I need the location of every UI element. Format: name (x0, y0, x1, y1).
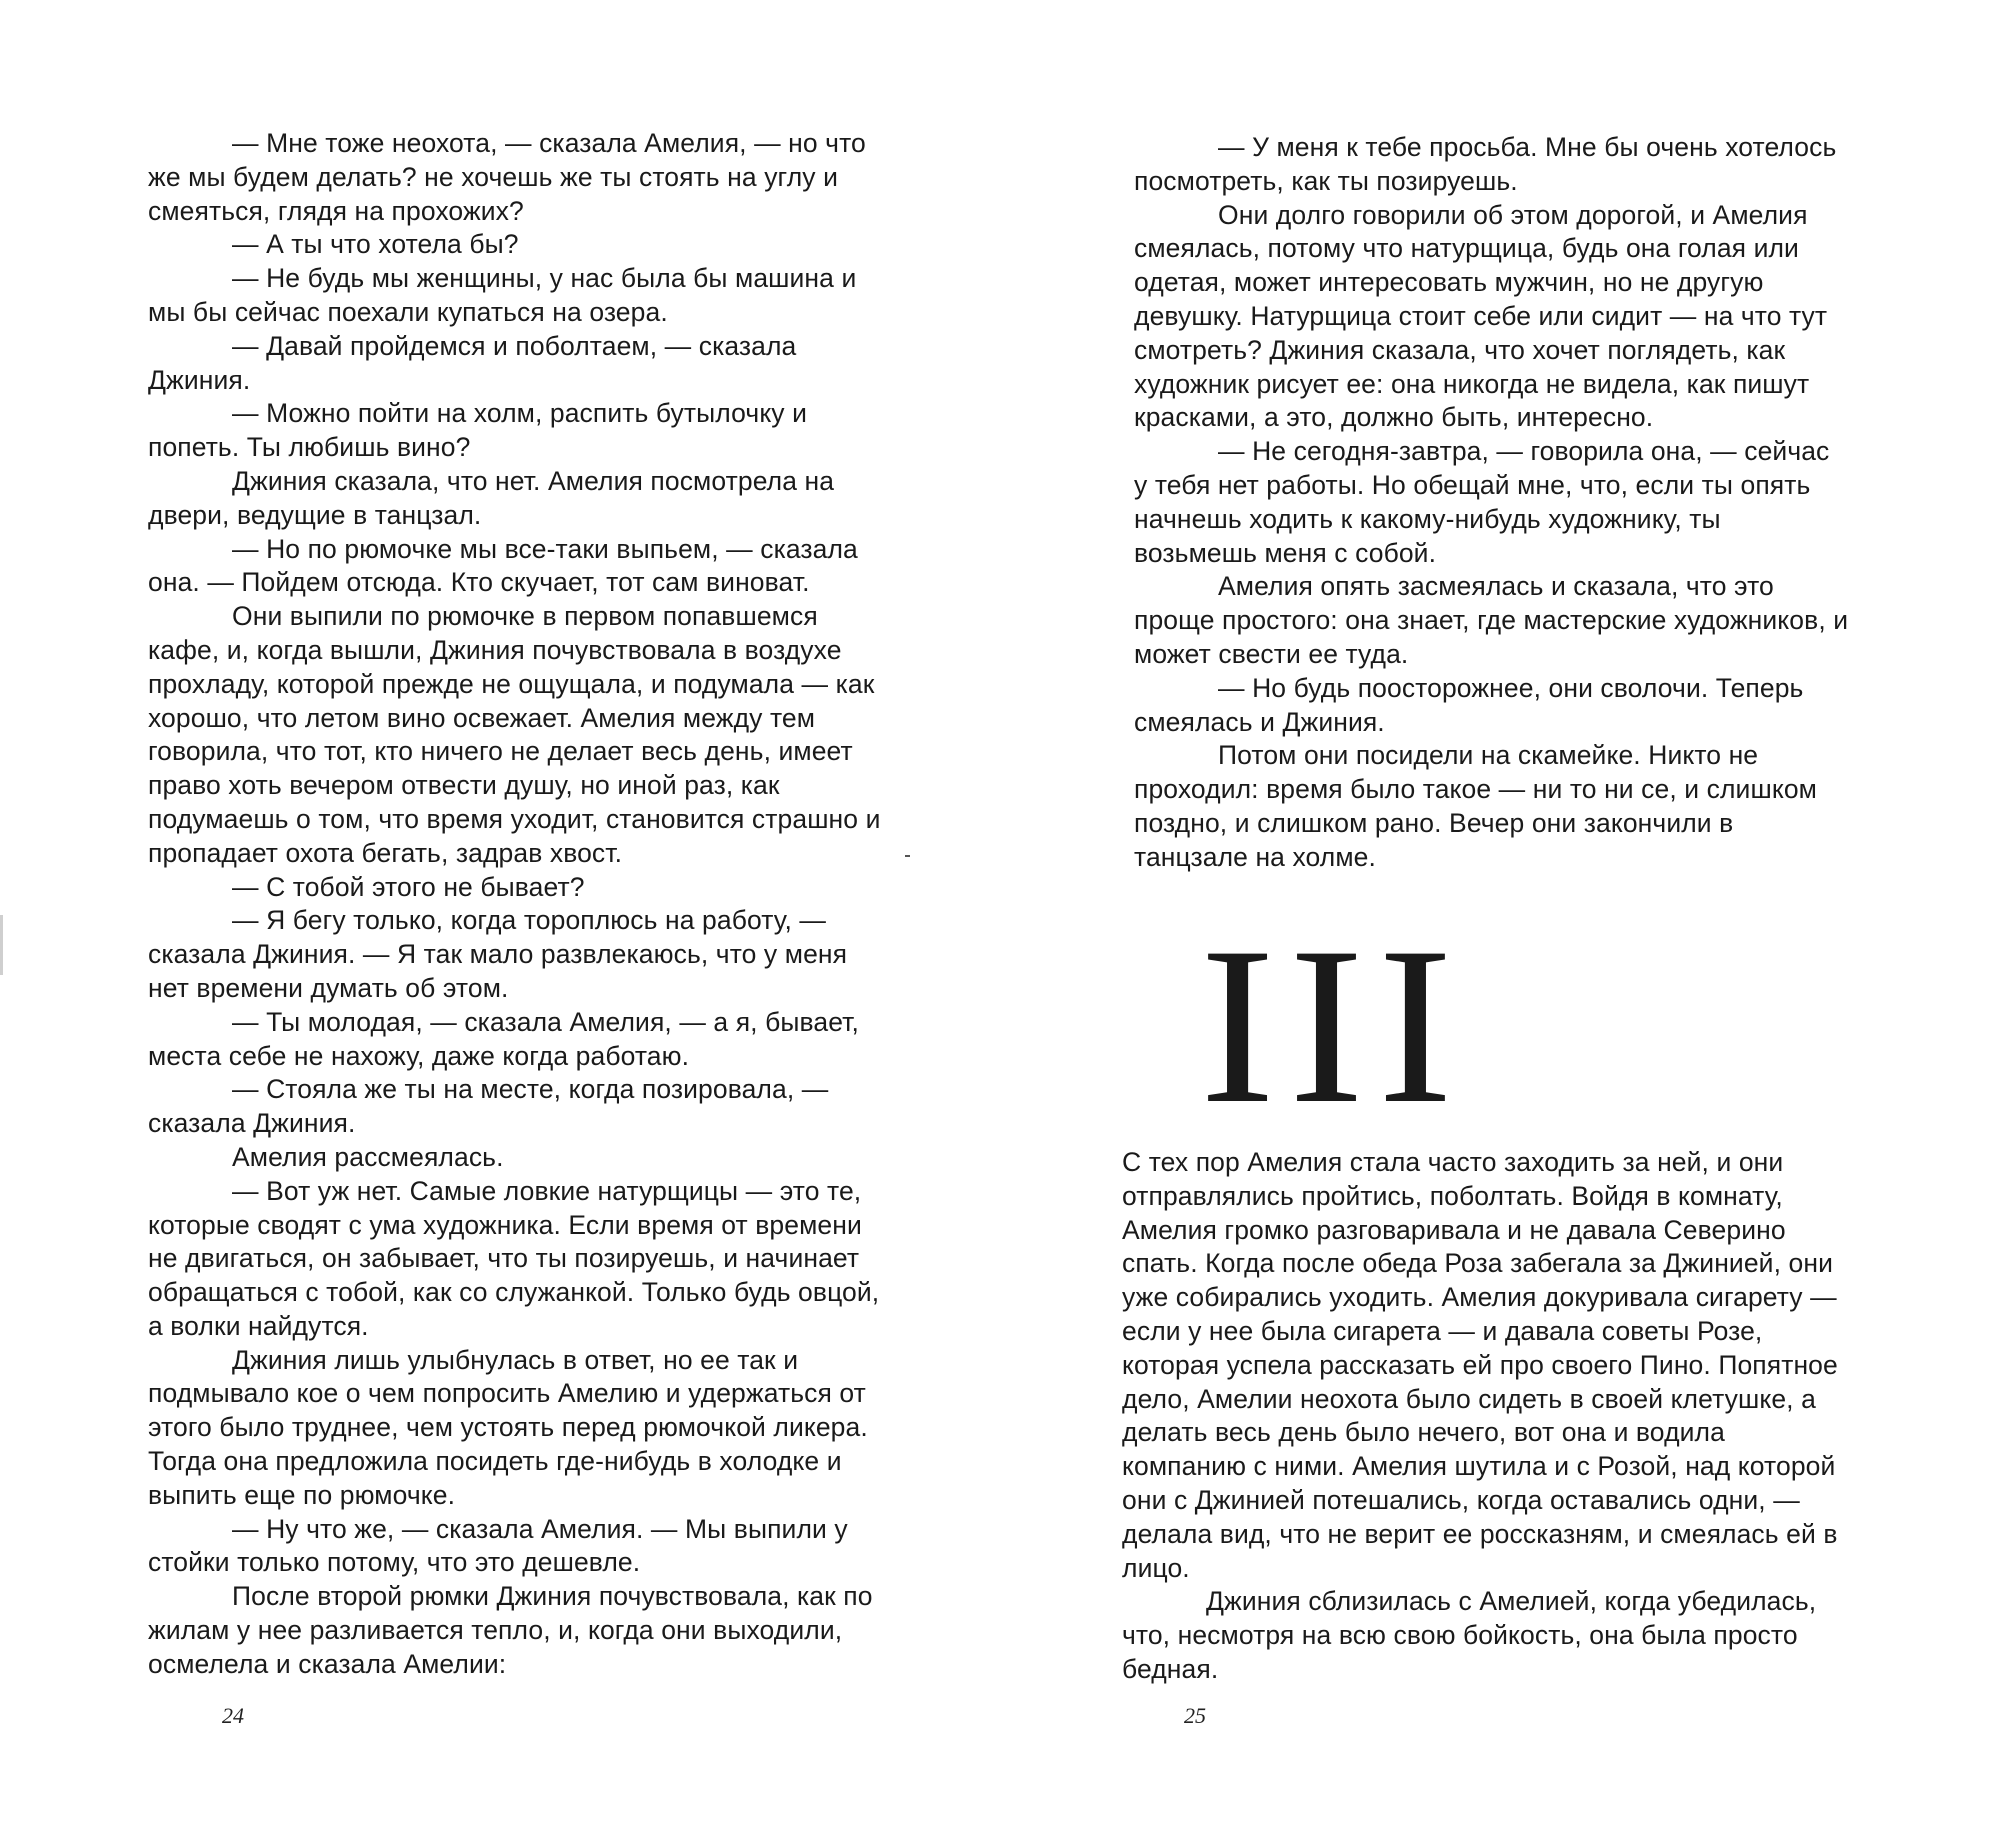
paragraph: — Я бегу только, когда тороплюсь на работу, — сказала Джиния. — Я так мало развлекаюсь, что у меня нет времени думать об этом. (148, 905, 848, 1003)
paragraph: — Мне тоже неохота, — сказала Амелия, — но что же мы будем делать? не хочешь же ты стоять на углу и смеяться, глядя на прохожих? (148, 128, 866, 226)
paragraph: Джиния сблизилась с Амелией, когда убедилась, что, несмотря на всю свою бойкость, она была просто бедная. (1122, 1586, 1817, 1684)
scan-edge-mark (0, 915, 3, 975)
paragraph: — Ты молодая, — сказала Амелия, — а я, бывает, места себе не нахожу, даже когда работаю. (148, 1006, 859, 1071)
scan-speck (905, 855, 910, 857)
paragraph: — Стояла же ты на месте, когда позировала, — сказала Джиния. (148, 1074, 829, 1139)
paragraph: — У меня к тебе просьба. Мне бы очень хотелось посмотреть, как ты позируешь. (1134, 132, 1837, 196)
paragraph: После второй рюмки Джиния почувствовала, как по жилам у нее разливается тепло, и, когда они выходили, осмелела и сказала Амелии: (148, 1581, 873, 1679)
paragraph: Они долго говорили об этом дорогой, и Амелия смеялась, потому что натурщица, будь она голая или одетая, может интересовать мужчин, но не другую девушку. Натурщица стоит себе или сидит — на что тут смотреть? Джиния сказала, что хочет поглядеть, как художник рисует ее: она никогда не видела, как пишут красками, а это, должно быть, интересно. (1134, 199, 1828, 433)
paragraph: — С тобой этого не бывает? (232, 871, 585, 902)
right-page-text-top (1134, 131, 1850, 875)
chapter-first-paragraph: С тех пор Амелия стала часто заходить за ней, и они отправлялись пройтись, поболтать. Войдя в комнату, Амелия громко разговаривала и не давала Северино спать. Когда после обеда Роза забегала за Джинией, они уже собирались уходить. Амелия докуривала сигарету — если у нее была сигарета — и давала советы Розе, которая успела рассказать ей про своего Пино. Попятное дело, Амелии неохота было сидеть в своей клетушке, а делать весь день было нечего, вот она и водила компанию с ними. Амелия шутила и с Розой, над которой они с Джинией потешались, когда оставались одни, — делала вид, что не верит ее россказням, и смеялась ей в лицо. (1122, 1147, 1838, 1583)
paragraph: Джиния сказала, что нет. Амелия посмотрела на двери, ведущие в танцзал. (148, 465, 835, 530)
page-number: 24 (222, 1703, 244, 1728)
paragraph: — Не будь мы женщины, у нас была бы машина и мы бы сейчас поехали купаться на озера. (148, 263, 857, 327)
paragraph: — Ну что же, — сказала Амелия. — Мы выпили у стойки только потому, что это дешевле. (148, 1513, 848, 1578)
paragraph: — Вот уж нет. Самые ловкие натурщицы — это те, которые сводят с ума художника. Если время от времени не двигаться, он забывает, что ты позируешь, и начинает обращаться с тобой, как со служанкой. Только будь овцой, а волки найдутся. (148, 1175, 880, 1341)
paragraph: Амелия опять засмеялась и сказала, что это проще простого: она знает, где мастерские художников, и может свести ее туда. (1134, 571, 1849, 669)
chapter-text (1122, 1146, 1842, 1687)
paragraph: Джиния лишь улыбнулась в ответ, но ее так и подмывало кое о чем попросить Амелию и удержаться от этого было труднее, чем устоять перед рюмочкой ликера. Тогда она предложила посидеть где-нибудь в холодке и выпить еще по рюмочке. (148, 1344, 868, 1510)
page-number: 25 (1184, 1703, 1206, 1728)
left-page-text (148, 127, 888, 1682)
paragraph: — Но по рюмочке мы все-таки выпьем, — сказала она. — Пойдем отсюда. Кто скучает, тот сам виноват. (148, 533, 858, 598)
paragraph: — А ты что хотела бы? (232, 229, 519, 260)
chapter-number: III (1200, 900, 1467, 1150)
paragraph: Амелия рассмеялась. (232, 1141, 504, 1172)
paragraph: Потом они посидели на скамейке. Никто не проходил: время было такое — ни то ни се, и слишком поздно, и слишком рано. Вечер они закончили в танцзале на холме. (1134, 740, 1817, 872)
paragraph: — Можно пойти на холм, распить бутылочку и попеть. Ты любишь вино? (148, 398, 808, 463)
paragraph: — Давай пройдемся и поболтаем, — сказала Джиния. (148, 330, 797, 395)
paragraph: — Не сегодня-завтра, — говорила она, — сейчас у тебя нет работы. Но обещай мне, что, если ты опять начнешь ходить к какому-нибудь художнику, ты возьмешь меня с собой. (1134, 436, 1830, 568)
right-page (1000, 0, 2000, 1825)
paragraph: Они выпили по рюмочке в первом попавшемся кафе, и, когда вышли, Джиния почувствовала в воздухе прохладу, которой прежде не ощущала, и подумала — как хорошо, что летом вино освежает. Амелия между тем говорила, что тот, кто ничего не делает весь день, имеет право хоть вечером отвести душу, но иной раз, как подумаешь о том, что время уходит, становится страшно и пропадает охота бегать, задрав хвост. (148, 601, 881, 868)
paragraph: — Но будь поосторожнее, они сволочи. Теперь смеялась и Джиния. (1134, 672, 1804, 737)
